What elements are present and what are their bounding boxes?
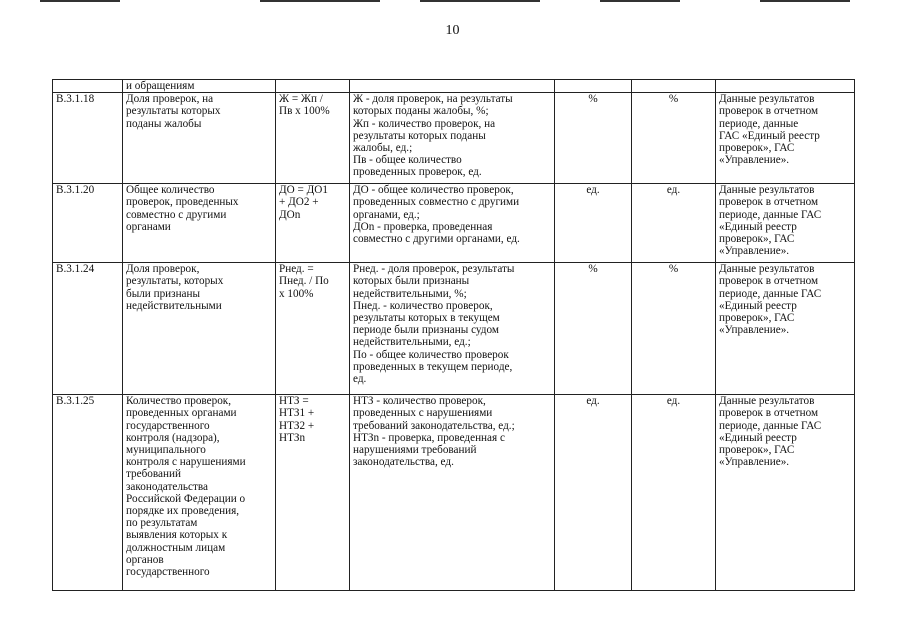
name-cell: Доля проверок, на результаты которых поданы жалобы <box>123 93 276 184</box>
code-cell: В.3.1.25 <box>53 395 123 591</box>
unit-cell <box>632 80 716 93</box>
table-row <box>53 93 855 184</box>
unit-cell: % <box>632 263 716 395</box>
top-border-line <box>600 0 680 2</box>
name-cell: Доля проверок, результаты, которых были признаны недействительными <box>123 263 276 395</box>
formula-cell: Рнед. = Пнед. / По х 100% <box>276 263 350 395</box>
name-cell: Количество проверок, проведенных органами государственного контроля (надзора), муниципального контроля с нарушениями требований законодательства Российской Федерации о порядке их проведения, по результатам выявления которых к должностным лицам органов государственного <box>123 395 276 591</box>
indicators-table <box>52 79 855 591</box>
name-cell: Общее количество проверок, проведенных совместно с другими органами <box>123 184 276 263</box>
formula-cell <box>276 80 350 93</box>
source-cell: Данные результатов проверок в отчетном периоде, данные ГАС «Единый реестр проверок», ГАС «Управление». <box>716 395 855 591</box>
formula-cell: ДО = ДО1 + ДО2 + ДОn <box>276 184 350 263</box>
unit-cell: % <box>555 93 632 184</box>
source-cell <box>716 80 855 93</box>
unit-cell: % <box>555 263 632 395</box>
description-cell: ДО - общее количество проверок, проведенных совместно с другими органами, ед.; ДОn - проверка, проведенная совместно с другими органами, ед. <box>350 184 555 263</box>
description-cell: Рнед. - доля проверок, результаты которых были признаны недействительными, %; Пнед. - количество проверок, результаты которых в текущем периоде были признаны судом недействительными, ед.; По - общее количество проверок проведенных в текущем периоде, ед. <box>350 263 555 395</box>
unit-cell: ед. <box>632 184 716 263</box>
unit-cell: ед. <box>632 395 716 591</box>
top-border-line <box>760 0 850 2</box>
code-cell <box>53 80 123 93</box>
description-cell: НТЗ - количество проверок, проведенных с нарушениями требований законодательства, ед.; НТЗn - проверка, проведенная с нарушениями требований законодательства, ед. <box>350 395 555 591</box>
table-row <box>53 395 855 591</box>
table-row <box>53 263 855 395</box>
source-cell: Данные результатов проверок в отчетном периоде, данные ГАС «Единый реестр проверок», ГАС «Управление». <box>716 184 855 263</box>
code-cell: В.3.1.24 <box>53 263 123 395</box>
top-border-line <box>260 0 380 2</box>
unit-cell: ед. <box>555 184 632 263</box>
code-cell: В.3.1.18 <box>53 93 123 184</box>
unit-cell <box>555 80 632 93</box>
table-row <box>53 184 855 263</box>
code-cell: В.3.1.20 <box>53 184 123 263</box>
formula-cell: Ж = Жп / Пв х 100% <box>276 93 350 184</box>
unit-cell: ед. <box>555 395 632 591</box>
description-cell: Ж - доля проверок, на результаты которых поданы жалобы, %; Жп - количество проверок, на результаты которых поданы жалобы, ед.; Пв - общее количество проведенных проверок, ед. <box>350 93 555 184</box>
table-row-continuation <box>53 80 855 93</box>
top-border-line <box>40 0 120 2</box>
source-cell: Данные результатов проверок в отчетном периоде, данные ГАС «Единый реестр проверок», ГАС «Управление». <box>716 263 855 395</box>
source-cell: Данные результатов проверок в отчетном периоде, данные ГАС «Единый реестр проверок», ГАС «Управление». <box>716 93 855 184</box>
description-cell <box>350 80 555 93</box>
top-border-line <box>420 0 540 2</box>
formula-cell: НТЗ = НТЗ1 + НТЗ2 + НТЗn <box>276 395 350 591</box>
name-cell: и обращениям <box>123 80 276 93</box>
unit-cell: % <box>632 93 716 184</box>
page-number: 10 <box>445 23 460 38</box>
